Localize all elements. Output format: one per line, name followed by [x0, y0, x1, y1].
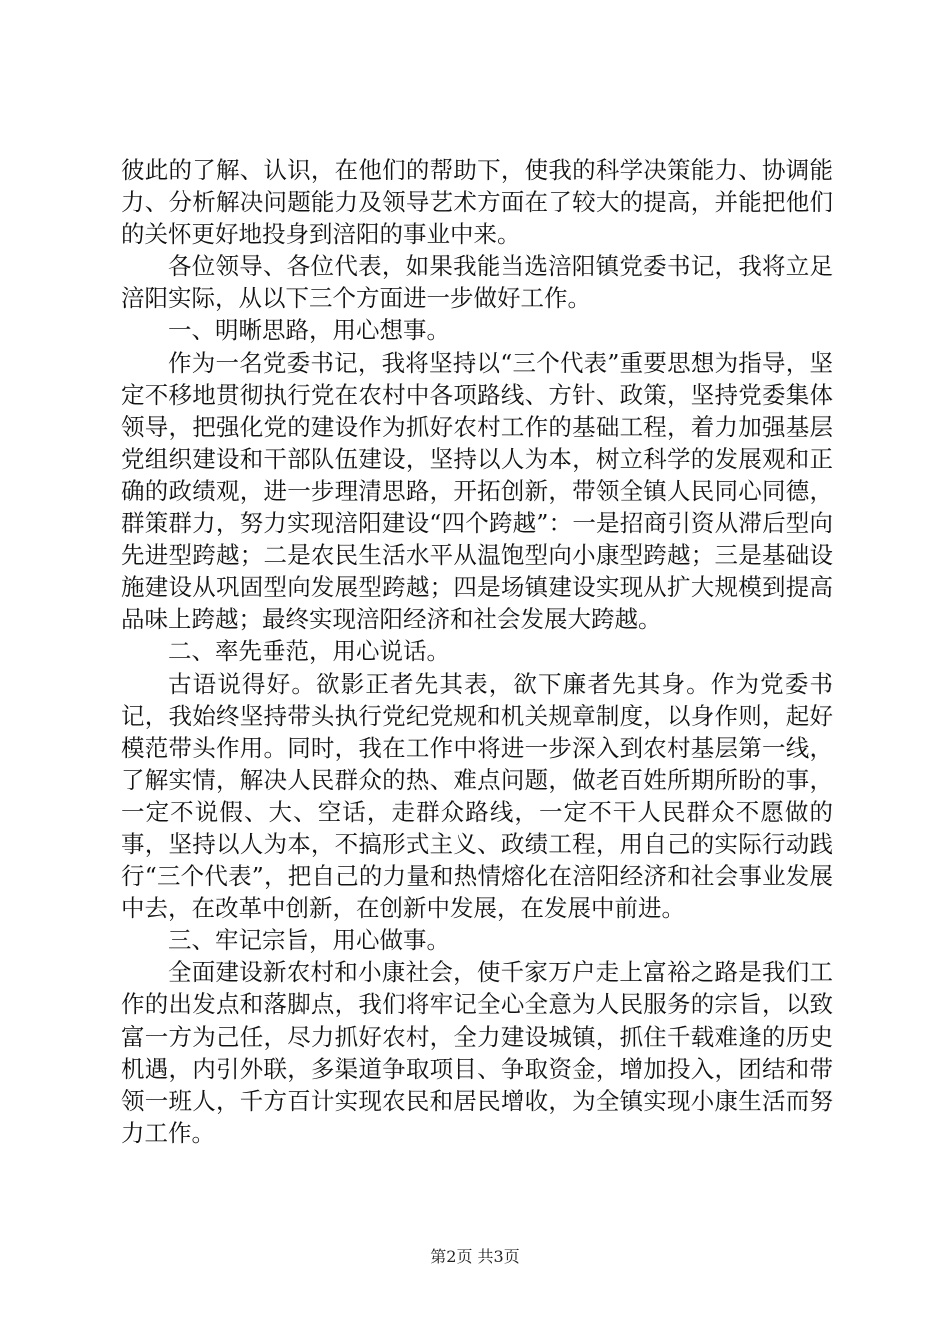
paragraph-3: 作为一名党委书记，我将坚持以“三个代表”重要思想为指导，坚定不移地贯彻执行党在农村中各项路线、方针、政策，坚持党委集体领导，把强化党的建设作为抓好农村工作的基础工程，着力加强基层党组织建设和干部队伍建设，坚持以人为本，树立科学的发展观和正确的政绩观，进一步理清思路，开拓创新，带领全镇人民同心同德，群策群力，努力实现涪阳建设“四个跨越”：一是招商引资从滞后型向先进型跨越；二是农民生活水平从温饱型向小康型跨越；三是基础设施建设从巩固型向发展型跨越；四是场镇建设实现从扩大规模到提高品味上跨越；最终实现涪阳经济和社会发展大跨越。 [121, 348, 833, 634]
paragraph-5: 全面建设新农村和小康社会，使千家万户走上富裕之路是我们工作的出发点和落脚点，我们将牢记全心全意为人民服务的宗旨，以致富一方为己任，尽力抓好农村，全力建设城镇，抓住千载难逢的历史机遇，内引外联，多渠道争取项目、争取资金，增加投入，团结和带领一班人，千方百计实现农民和居民增收，为全镇实现小康生活而努力工作。 [121, 958, 833, 1147]
paragraph-2: 各位领导、各位代表，如果我能当选涪阳镇党委书记，我将立足涪阳实际，从以下三个方面进一步做好工作。 [121, 252, 833, 313]
page-number-footer: 第2页 共3页 [430, 1247, 520, 1266]
paragraph-1: 彼此的了解、认识，在他们的帮助下，使我的科学决策能力、协调能力、分析解决问题能力及领导艺术方面在了较大的提高，并能把他们的关怀更好地投身到涪阳的事业中来。 [121, 156, 833, 249]
document-body [121, 154, 833, 1149]
paragraph-4: 古语说得好。欲影正者先其表，欲下廉者先其身。作为党委书记，我始终坚持带头执行党纪党规和机关规章制度，以身作则，起好模范带头作用。同时，我在工作中将进一步深入到农村基层第一线，了解实情，解决人民群众的热、难点问题，做老百姓所期所盼的事，一定不说假、大、空话，走群众路线，一定不干人民群众不愿做的事，坚持以人为本，不搞形式主义、政绩工程，用自己的实际行动践行“三个代表”，把自己的力量和热情熔化在涪阳经济和社会事业发展中去，在改革中创新，在创新中发展，在发展中前进。 [121, 669, 833, 923]
section-heading-3: 三、牢记宗旨，用心做事。 [168, 926, 450, 955]
section-heading-1: 一、明晰思路，用心想事。 [168, 316, 450, 345]
section-heading-2: 二、率先垂范，用心说话。 [168, 637, 450, 666]
